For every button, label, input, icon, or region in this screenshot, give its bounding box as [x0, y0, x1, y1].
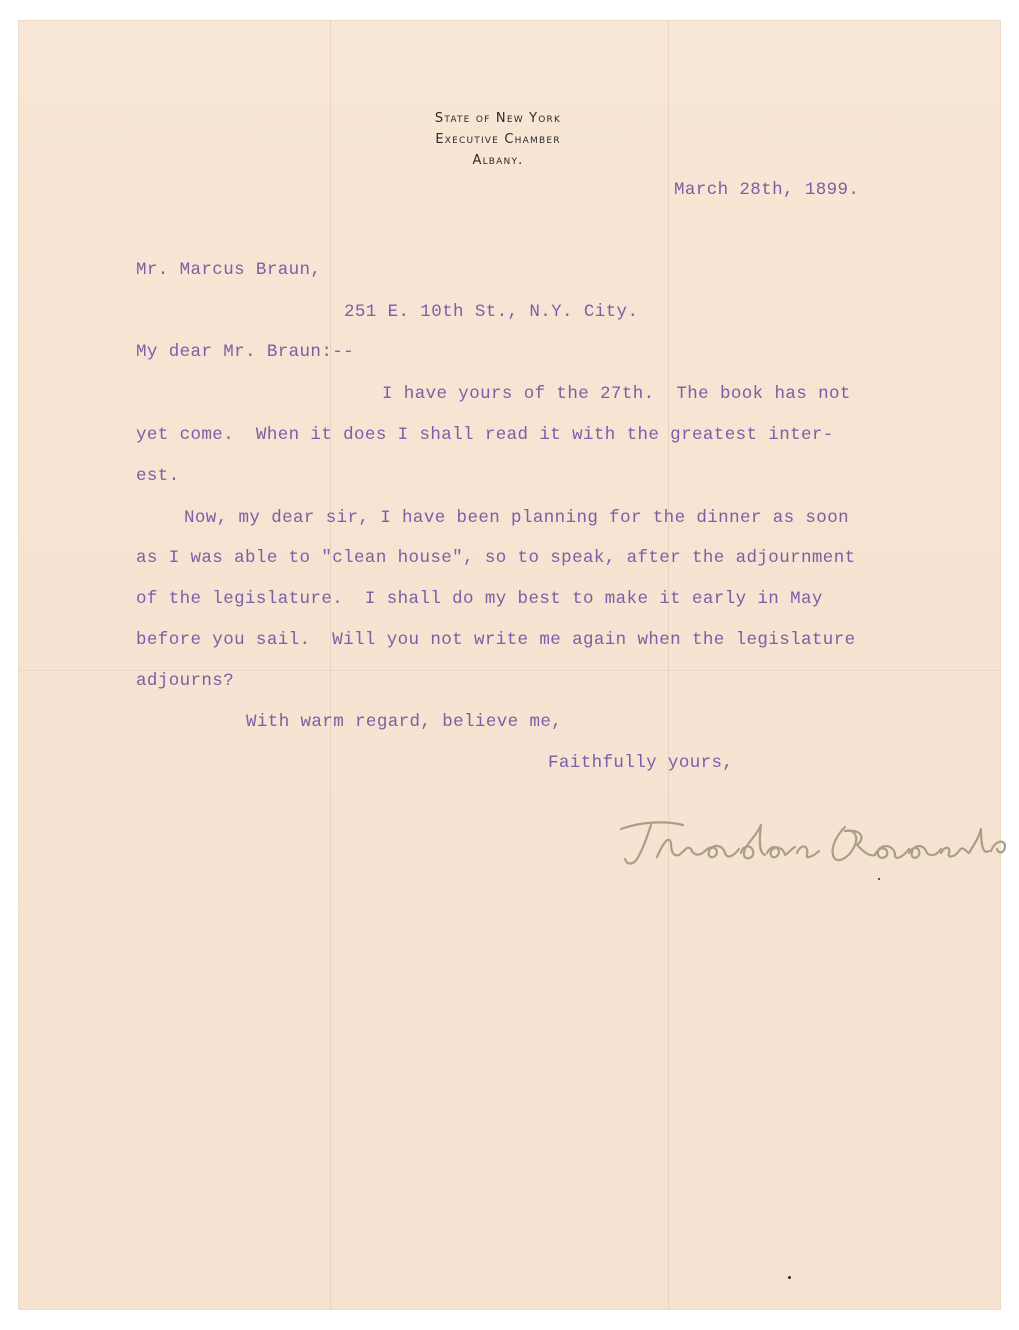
letterhead — [378, 108, 618, 171]
body-line: est. — [136, 466, 180, 486]
recipient-name: Mr. Marcus Braun, — [136, 260, 322, 280]
body-line: before you sail. Will you not write me again when the legislature — [136, 630, 856, 650]
paper-speck — [788, 1276, 791, 1279]
recipient-address: 251 E. 10th St., N.Y. City. — [344, 302, 639, 322]
paper-speck — [878, 878, 880, 880]
valediction: Faithfully yours, — [548, 753, 734, 773]
body-line: of the legislature. I shall do my best to make it early in May — [136, 589, 823, 609]
letterhead-city: Albany. — [472, 153, 524, 168]
letterhead-state: State of New York — [434, 111, 562, 126]
fold-line-vertical-left — [330, 20, 331, 1310]
body-line: as I was able to "clean house", so to speak, after the adjournment — [136, 548, 856, 568]
signature-image — [613, 815, 1013, 875]
letter-date: March 28th, 1899. — [674, 180, 860, 200]
fold-line-vertical-right — [668, 20, 669, 1310]
body-line: I have yours of the 27th. The book has not — [382, 384, 851, 404]
salutation: My dear Mr. Braun:-- — [136, 342, 355, 362]
body-line: adjourns? — [136, 671, 235, 691]
letter-sheet — [18, 20, 1001, 1310]
body-line: yet come. When it does I shall read it with the greatest inter- — [136, 425, 834, 445]
body-line: Now, my dear sir, I have been planning for the dinner as soon — [184, 508, 850, 528]
closing-line: With warm regard, believe me, — [246, 712, 563, 732]
letterhead-chamber: Executive Chamber — [435, 132, 561, 147]
